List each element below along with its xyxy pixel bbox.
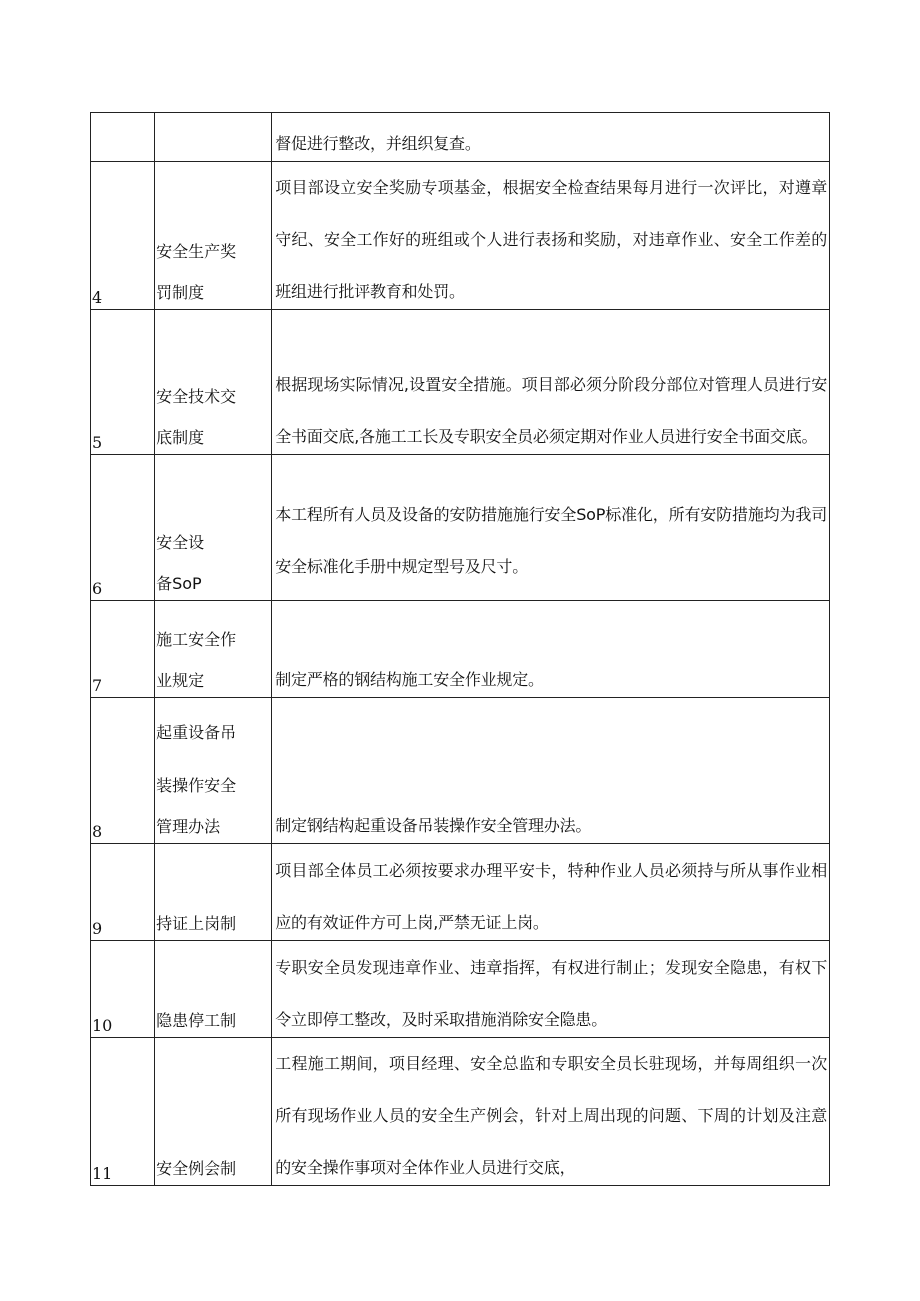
regulation-description: [272, 698, 830, 844]
description-text: 制定严格的钢结构施工安全作业规定。: [275, 670, 544, 689]
description-text: 专职安全员发现违章作业、违章指挥，有权进行制止；发现安全隐患，有权下令立即停工整改，及时采取措施消除安全隐患。: [275, 958, 827, 1029]
regulation-name: [155, 113, 272, 162]
regulation-description: [272, 1038, 830, 1186]
table-row: [91, 601, 830, 698]
name-line: 起重设备吊: [156, 723, 237, 742]
regulation-name: [155, 1038, 272, 1186]
name-line: 隐患停工制: [156, 1011, 237, 1030]
name-line: 安全例会制: [156, 1159, 237, 1178]
regulation-name: [155, 455, 272, 601]
safety-regulations-table: [90, 112, 830, 1186]
table-row: [91, 941, 830, 1038]
regulation-description: [272, 844, 830, 941]
row-number: [91, 113, 155, 162]
row-number: 6: [91, 455, 155, 601]
regulation-name: [155, 162, 272, 310]
description-text: 根据现场实际情况,设置安全措施。项目部必须分阶段分部位对管理人员进行安全书面交底,各施工工长及专职安全员必须定期对作业人员进行安全书面交底。: [275, 375, 827, 446]
table-row: [91, 310, 830, 455]
description-text: 本工程所有人员及设备的安防措施施行安全SoP标准化，所有安防措施均为我司安全标准化手册中规定型号及尺寸。: [275, 505, 827, 576]
regulation-name: [155, 601, 272, 698]
regulation-description: [272, 162, 830, 310]
row-number: 4: [91, 162, 155, 310]
row-number: 5: [91, 310, 155, 455]
row-number: 9: [91, 844, 155, 941]
name-line: 安全设: [156, 533, 205, 552]
regulation-name: [155, 698, 272, 844]
table-row: [91, 698, 830, 844]
description-text: 项目部设立安全奖励专项基金，根据安全检查结果每月进行一次评比，对遵章守纪、安全工作好的班组或个人进行表扬和奖励，对违章作业、安全工作差的班组进行批评教育和处罚。: [275, 178, 827, 301]
name-line: 罚制度: [156, 283, 205, 302]
regulation-description: [272, 310, 830, 455]
description-text: 制定钢结构起重设备吊装操作安全管理办法。: [275, 816, 592, 835]
regulation-description: [272, 941, 830, 1038]
row-number: 8: [91, 698, 155, 844]
name-line: 安全生产奖: [156, 242, 237, 261]
name-line: 备SoP: [156, 574, 202, 593]
regulation-description: [272, 455, 830, 601]
table-row: [91, 455, 830, 601]
name-line: 安全技术交: [156, 387, 237, 406]
name-line: 管理办法: [156, 817, 221, 836]
regulation-description: [272, 601, 830, 698]
table-row: [91, 113, 830, 162]
table-row: [91, 1038, 830, 1186]
name-line: 装操作安全: [156, 776, 237, 795]
row-number: 10: [91, 941, 155, 1038]
name-line: 业规定: [156, 671, 205, 690]
name-line: 底制度: [156, 428, 205, 447]
regulation-name: [155, 844, 272, 941]
description-text: 项目部全体员工必须按要求办理平安卡，特种作业人员必须持与所从事作业相应的有效证件方可上岗,严禁无证上岗。: [275, 861, 827, 932]
name-line: 持证上岗制: [156, 914, 237, 933]
row-number: 11: [91, 1038, 155, 1186]
table-row: [91, 844, 830, 941]
regulation-name: [155, 941, 272, 1038]
row-number: 7: [91, 601, 155, 698]
description-text: 工程施工期间，项目经理、安全总监和专职安全员长驻现场，并每周组织一次所有现场作业人员的安全生产例会，针对上周出现的问题、下周的计划及注意的安全操作事项对全体作业人员进行交底，: [275, 1054, 827, 1177]
regulation-name: [155, 310, 272, 455]
name-line: 施工安全作: [156, 630, 237, 649]
description-text: 督促进行整改，并组织复查。: [275, 134, 481, 153]
table-row: [91, 162, 830, 310]
regulation-description: [272, 113, 830, 162]
